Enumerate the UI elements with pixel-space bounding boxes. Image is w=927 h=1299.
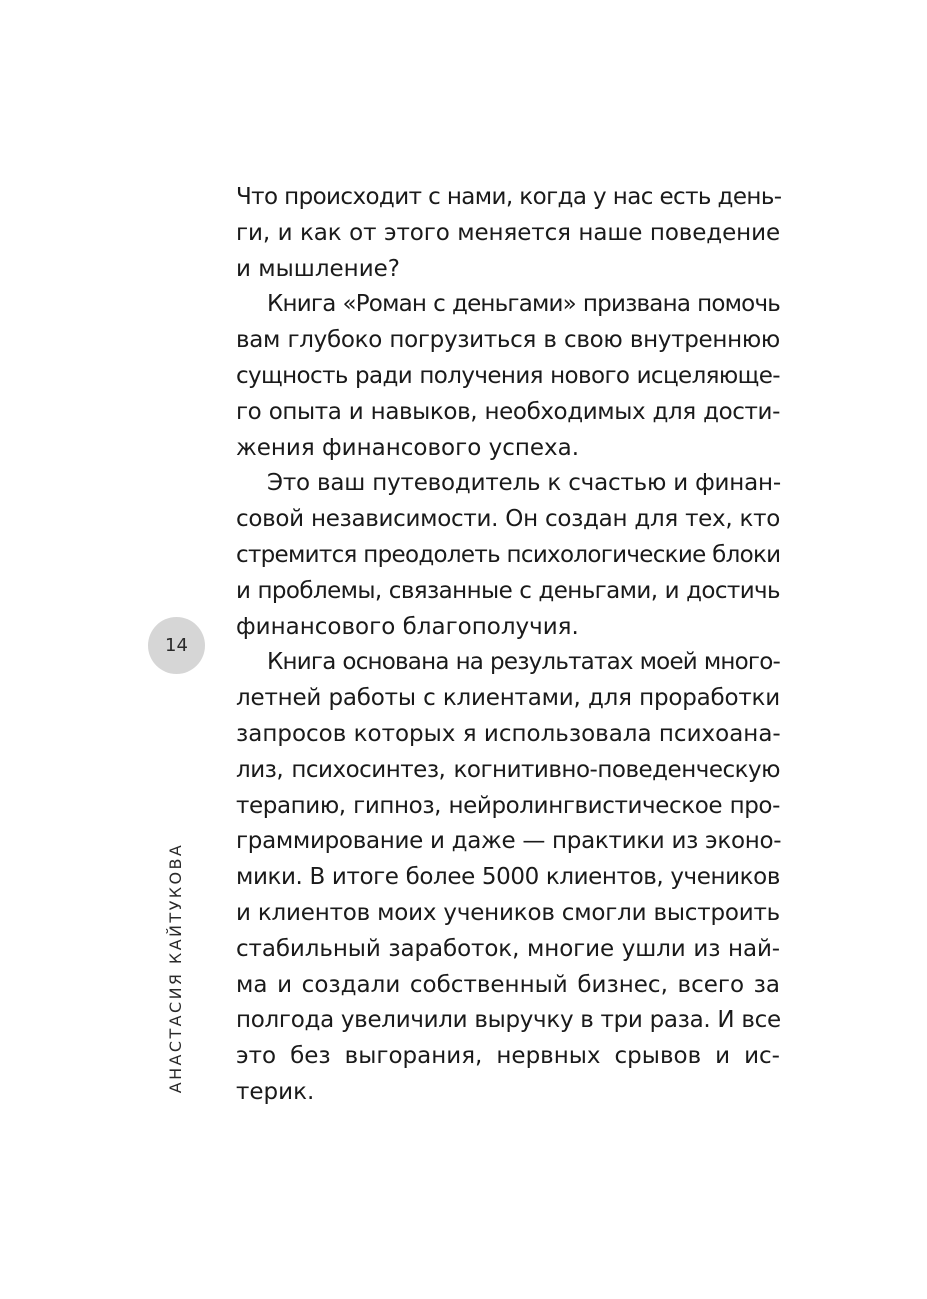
text-line: ма и создали собственный бизнес, всего за — [236, 971, 780, 998]
paragraph-first-line: Книга основана на результатах моей много- — [267, 649, 780, 676]
paragraph-first-line: Книга «Роман с деньгами» призвана помочь — [267, 291, 780, 318]
text-line: мики. В итоге более 5000 клиентов, учеников — [236, 864, 780, 891]
text-line: граммирование и даже — практики из эконо- — [236, 828, 782, 855]
text-line: терапию, гипноз, нейролингвистическое про- — [236, 792, 780, 819]
text-line: Что происходит с нами, когда у нас есть день- — [236, 184, 782, 210]
text-line: совой независимости. Он создан для тех, кто — [236, 506, 780, 533]
text-line: жения финансового успеха. — [236, 434, 580, 461]
text-line: ги, и как от этого меняется наше поведение — [236, 219, 780, 246]
text-line: вам глубоко погрузиться в свою внутреннюю — [236, 327, 780, 354]
text-line: терик. — [236, 1078, 315, 1105]
page-number-badge — [148, 617, 205, 674]
running-header-author: АНАСТАСИЯ КАЙТУКОВА — [166, 842, 185, 1094]
text-line: и проблемы, связанные с деньгами, и достичь — [236, 577, 780, 604]
text-line: стабильный заработок, многие ушли из най- — [236, 935, 780, 962]
text-line: стремится преодолеть психологические блоки — [236, 541, 781, 568]
text-line: полгода увеличили выручку в три раза. И все — [236, 1007, 781, 1034]
text-line: запросов которых я использовала психоана- — [236, 720, 781, 747]
text-line: сущность ради получения нового исцеляюще- — [236, 362, 780, 389]
text-line: это без выгорания, нервных срывов и ис- — [236, 1043, 780, 1070]
text-line: лиз, психосинтез, когнитивно-поведенческую — [236, 756, 780, 783]
paragraph-first-line: Это ваш путеводитель к счастью и финан- — [267, 470, 781, 497]
page-number: 14 — [165, 635, 188, 656]
text-line: летней работы с клиентами, для проработки — [236, 685, 780, 712]
text-line: и мышление? — [236, 255, 401, 282]
body-text — [236, 180, 780, 1111]
text-line: и клиентов моих учеников смогли выстроить — [236, 899, 781, 926]
text-line: го опыта и навыков, необходимых для дости- — [236, 398, 780, 425]
text-line: финансового благополучия. — [236, 613, 579, 640]
